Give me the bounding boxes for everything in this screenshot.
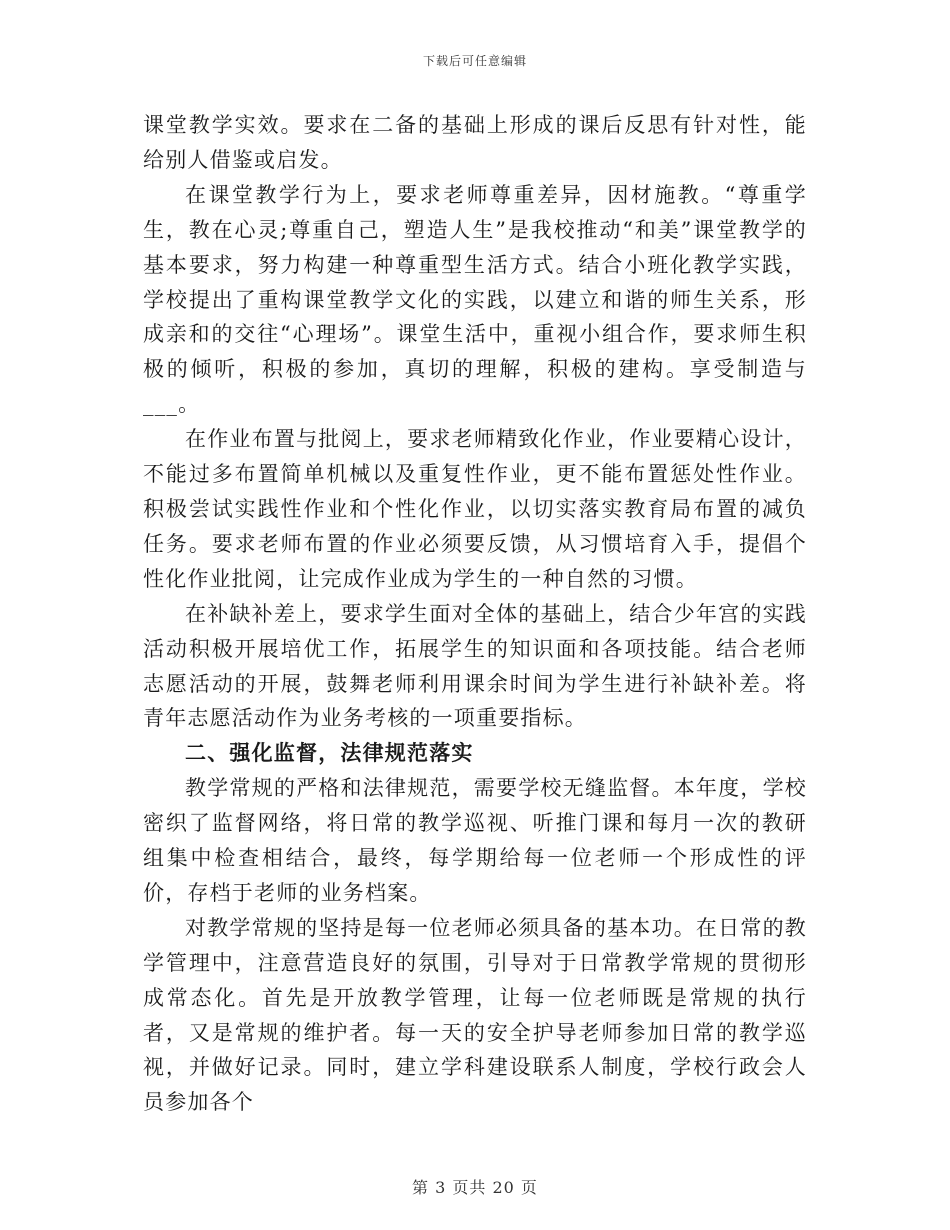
paragraph-supervision: 教学常规的严格和法律规范，需要学校无缝监督。本年度，学校密织了监督网络，将日常的教学巡视、听推门课和每月一次的教研组集中检查相结合，最终，每学期给每一位老师一个形成性的评价，存档于老师的业务档案。 bbox=[143, 776, 807, 905]
paragraph-homework: 在作业布置与批阅上，要求老师精致化作业，作业要精心设计，不能过多布置简单机械以及重复性作业，更不能布置惩处性作业。积极尝试实践性作业和个性化作业，以切实落实教育局布置的减负任务。要求老师布置的作业必须要反馈，从习惯培育入手，提倡个性化作业批阅，让完成作业成为学生的一种自然的习惯。 bbox=[143, 427, 807, 591]
page-header: 下载后可任意编辑 bbox=[422, 54, 527, 68]
document-body bbox=[143, 108, 807, 1120]
page-footer: 第 3 页共 20 页 bbox=[412, 1178, 538, 1197]
paragraph-continuation: 课堂教学实效。要求在二备的基础上形成的课后反思有针对性，能给别人借鉴或启发。 bbox=[143, 113, 807, 172]
paragraph-remedial: 在补缺补差上，要求学生面对全体的基础上，结合少年宫的实践活动积极开展培优工作，拓展学生的知识面和各项技能。结合老师志愿活动的开展，鼓舞老师利用课余时间为学生进行补缺补差。将青年志愿活动作为业务考核的一项重要指标。 bbox=[143, 601, 807, 731]
paragraph-classroom-behavior: 在课堂教学行为上，要求老师尊重差异，因材施教。“尊重学生，教在心灵;尊重自己，塑造人生”是我校推动“和美”课堂教学的基本要求，努力构建一种尊重型生活方式。结合小班化教学实践，学校提出了重构课堂教学文化的实践，以建立和谐的师生关系，形成亲和的交往“心理场”。课堂生活中，重视小组合作，要求师生积极的倾听，积极的参加，真切的理解，积极的建构。享受制造与___。 bbox=[143, 182, 807, 417]
section-heading: 二、强化监督，法律规范落实 bbox=[185, 741, 474, 766]
paragraph-routine: 对教学常规的坚持是每一位老师必须具备的基本功。在日常的教学管理中，注意营造良好的氛围，引导对于日常教学常规的贯彻形成常态化。首先是开放教学管理，让每一位老师既是常规的执行者，又是常规的维护者。每一天的安全护导老师参加日常的教学巡视，并做好记录。同时，建立学科建设联系人制度，学校行政会人员参加各个 bbox=[143, 915, 807, 1115]
